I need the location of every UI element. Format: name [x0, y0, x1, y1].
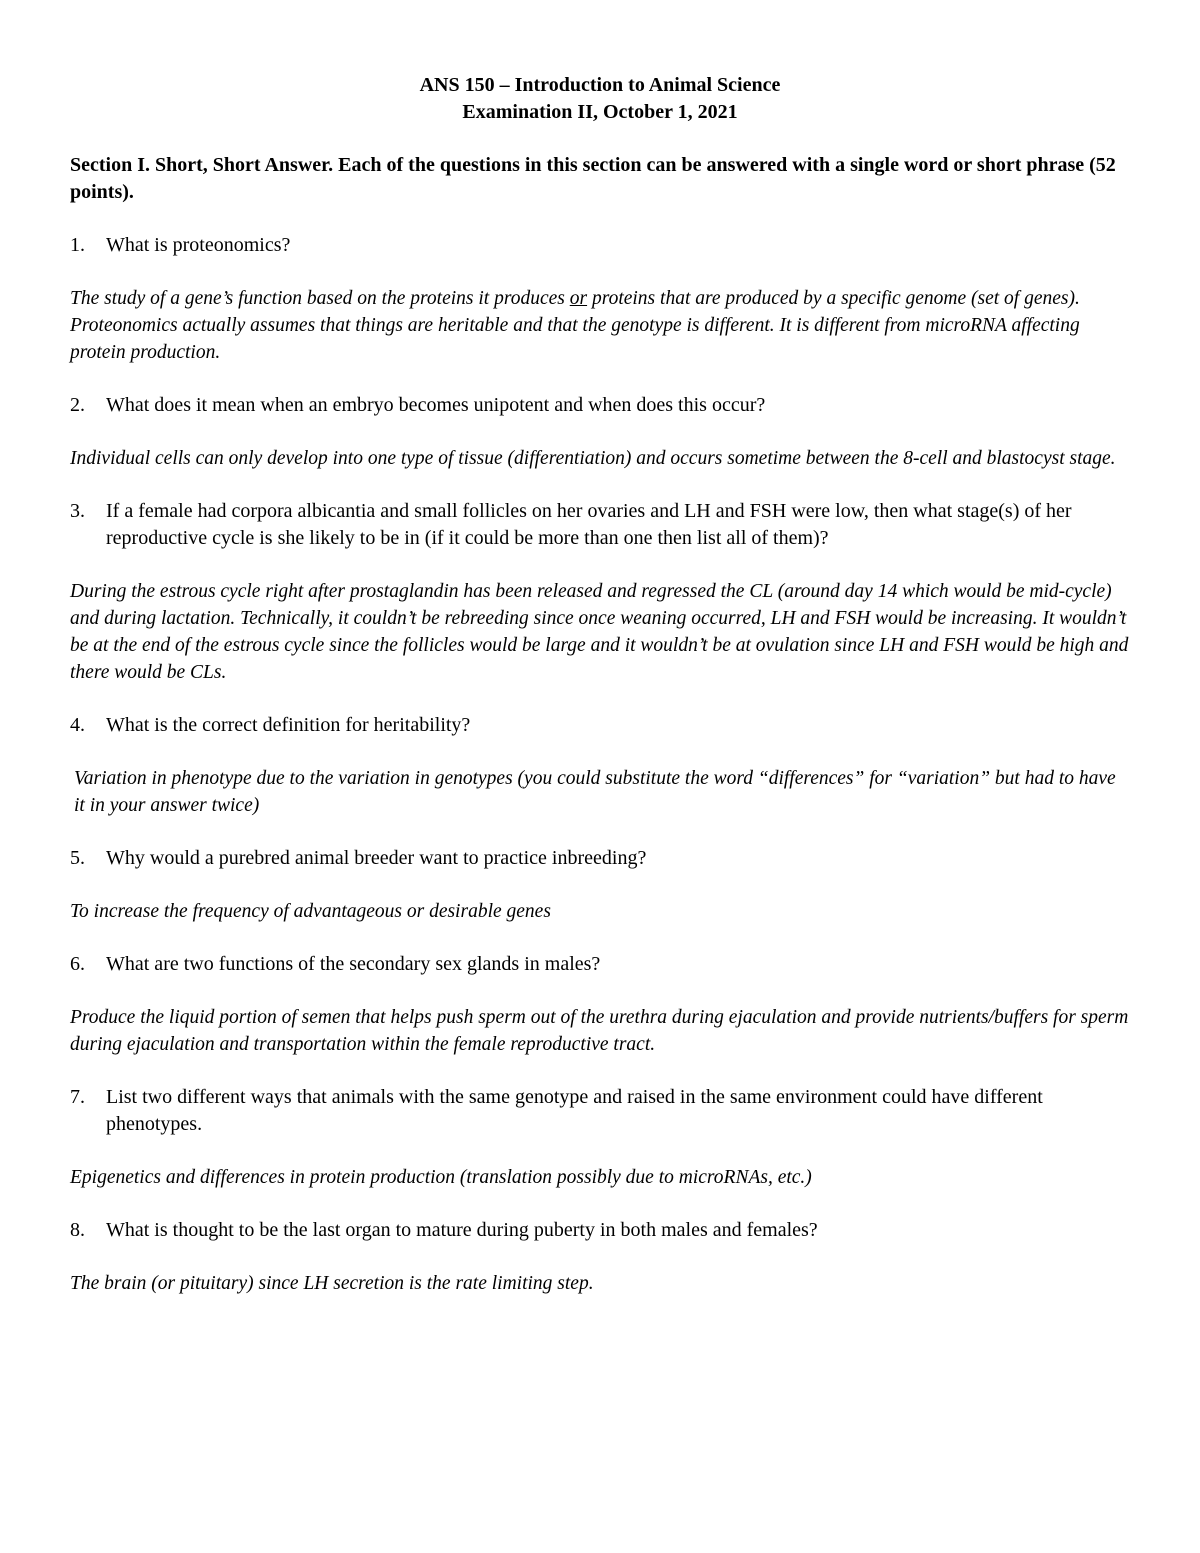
answer-7: Epigenetics and differences in protein production (translation possibly due to microRNAs, etc.)	[70, 1167, 812, 1188]
question-number: 4.	[70, 714, 85, 736]
answer-8: The brain (or pituitary) since LH secretion is the rate limiting step.	[70, 1273, 594, 1294]
question-number: 8.	[70, 1219, 85, 1241]
exam-title: Examination II, October 1, 2021	[462, 101, 738, 123]
question-3	[70, 498, 1130, 552]
course-title: ANS 150 – Introduction to Animal Science	[419, 74, 781, 96]
question-text: What is thought to be the last organ to mature during puberty in both males and females?	[106, 1219, 818, 1241]
answer-4: Variation in phenotype due to the variation in genotypes (you could substitute the word “differences” for “variation” but had to have it in your answer twice)	[74, 768, 1116, 816]
question-2	[70, 392, 1130, 419]
question-text: Why would a purebred animal breeder want to practice inbreeding?	[106, 847, 647, 869]
answer-1	[70, 285, 1130, 366]
question-text: List two different ways that animals with the same genotype and raised in the same environment could have different phenotypes.	[106, 1086, 1043, 1135]
answer-6: Produce the liquid portion of semen that helps push sperm out of the urethra during ejaculation and provide nutrients/buffers for sperm during ejaculation and transportation within the female reproductive tract.	[70, 1007, 1129, 1055]
answer-text: proteins that are produced by a specific genome (set of genes). Proteonomics actually assumes that things are heritable and that the genotype is different. It is different from microRNA affecting protein production.	[70, 288, 1080, 363]
question-4	[70, 712, 1130, 739]
question-7	[70, 1084, 1130, 1138]
question-6	[70, 951, 1130, 978]
question-1	[70, 232, 1130, 259]
question-number: 2.	[70, 394, 85, 416]
answer-text: The study of a gene’s function based on the proteins it produces	[70, 288, 570, 309]
question-number: 1.	[70, 234, 85, 256]
question-number: 6.	[70, 953, 85, 975]
question-number: 7.	[70, 1086, 85, 1108]
answer-5: To increase the frequency of advantageous or desirable genes	[70, 901, 551, 922]
answer-2: Individual cells can only develop into one type of tissue (differentiation) and occurs sometime between the 8-cell and blastocyst stage.	[70, 448, 1116, 469]
question-text: What is the correct definition for heritability?	[106, 714, 471, 736]
question-text: If a female had corpora albicantia and small follicles on her ovaries and LH and FSH were low, then what stage(s) of her reproductive cycle is she likely to be in (if it could be more than one then list all of them)?	[106, 500, 1072, 549]
question-text: What does it mean when an embryo becomes unipotent and when does this occur?	[106, 394, 766, 416]
question-5	[70, 845, 1130, 872]
section-heading: Section I. Short, Short Answer. Each of the questions in this section can be answered with a single word or short phrase (52 points).	[70, 154, 1116, 203]
question-8	[70, 1217, 1130, 1244]
question-number: 3.	[70, 500, 85, 522]
exam-page	[70, 72, 1130, 1297]
question-text: What are two functions of the secondary sex glands in males?	[106, 953, 601, 975]
answer-underlined-word: or	[569, 288, 588, 309]
question-text: What is proteonomics?	[106, 234, 291, 256]
question-number: 5.	[70, 847, 85, 869]
answer-3: During the estrous cycle right after prostaglandin has been released and regressed the CL (around day 14 which would be mid-cycle) and during lactation. Technically, it couldn’t be rebreeding since once weaning occurred, LH and FSH would be increasing. It wouldn’t be at the end of the estrous cycle since the follicles would be large and it wouldn’t be at ovulation since LH and FSH would be high and there would be CLs.	[70, 581, 1129, 683]
